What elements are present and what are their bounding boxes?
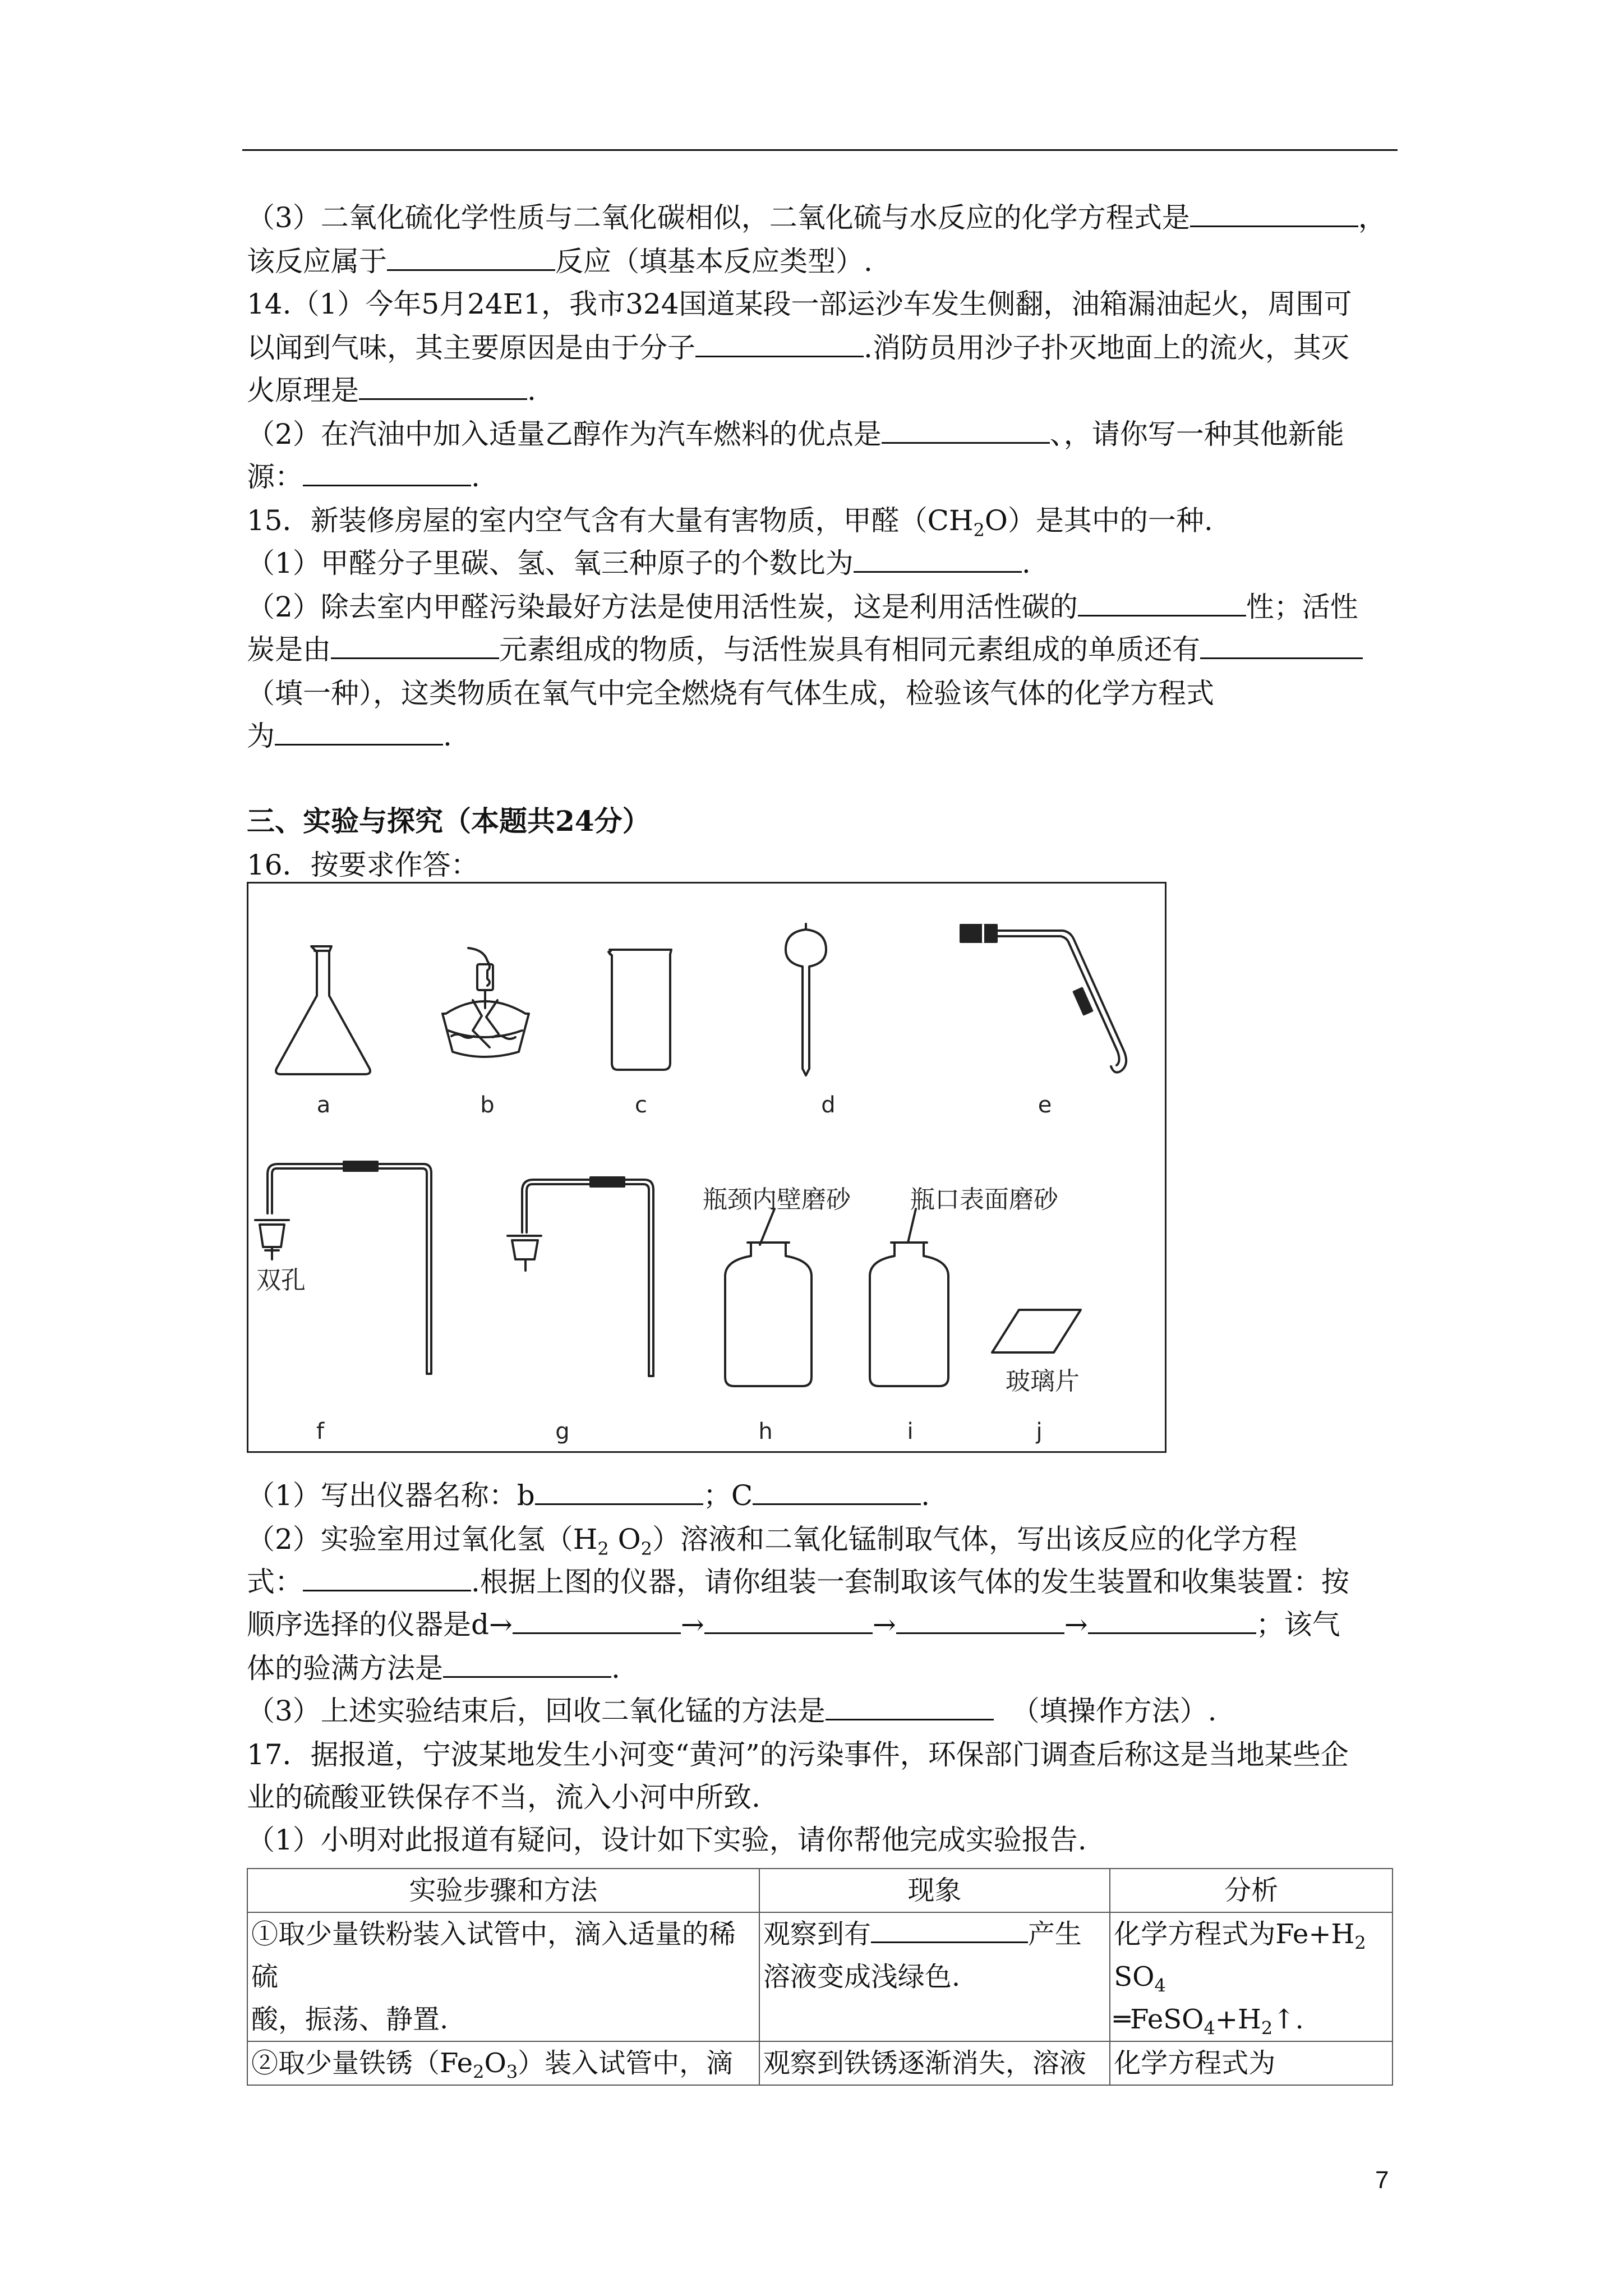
answer-blank[interactable] — [695, 331, 864, 357]
row2-steps: ②取少量铁锈$(Fe_2O_3)$装入试管中，滴 — [247, 2041, 759, 2085]
answer-blank[interactable] — [535, 1479, 703, 1505]
q16-part1: （1）写出仪器名称：b ；C . — [247, 1479, 930, 1512]
q14-line-5: 源： . — [247, 461, 480, 493]
answer-blank[interactable] — [1078, 590, 1246, 616]
answer-blank[interactable] — [443, 1651, 611, 1678]
label-e: e — [1038, 1092, 1052, 1118]
label-c: c — [635, 1092, 647, 1118]
q13-line-2: 该反应属于 反应（填基本反应类型）. — [247, 245, 873, 278]
label-a: a — [316, 1092, 331, 1118]
funnel-icon — [786, 924, 826, 1075]
answer-blank[interactable] — [882, 417, 1050, 444]
q16-part3: （3）上述实验结束后，回收二氧化锰的方法是 （填操作方法）. — [247, 1695, 1217, 1727]
row1-steps: ①取少量铁粉装入试管中，滴入适量的稀 硫 酸，振荡、静置. — [247, 1912, 759, 2041]
answer-blank[interactable] — [513, 1608, 681, 1634]
conical-flask-icon — [276, 946, 370, 1074]
glass-plate-icon — [992, 1310, 1081, 1352]
q13-line-1: （3）二氧化硫化学性质与二氧化碳相似，二氧化硫与水反应的化学方程式是 ， — [247, 201, 1386, 234]
answer-blank[interactable] — [871, 1917, 1028, 1943]
q16-part2-line2: 式： .根据上图的仪器，请你组装一套制取该气体的发生装置和收集装置：按 — [247, 1566, 1349, 1598]
q15-line-2: （1）甲醛分子里碳、氢、氧三种原子的个数比为 . — [247, 547, 1031, 579]
q14-line-4: （2）在汽油中加入适量乙醇作为汽车燃料的优点是 、，请你写一种其他新能 — [247, 418, 1344, 450]
single-hole-stopper-icon — [508, 1177, 653, 1376]
label-f: f — [316, 1419, 325, 1444]
answer-blank[interactable] — [387, 245, 555, 271]
header-phenomenon: 现象 — [759, 1869, 1110, 1912]
stopper-tube-icon — [961, 925, 1126, 1073]
answer-blank[interactable] — [1190, 201, 1358, 227]
table-row — [247, 1912, 1393, 2041]
annotation-double-hole: 双孔 — [256, 1266, 306, 1295]
answer-blank[interactable] — [826, 1694, 994, 1720]
q17-line-2: 业的硫酸亚铁保存不当，流入小河中所致. — [247, 1781, 760, 1814]
q15-line-4: 炭是由 元素组成的物质，与活性炭具有相同元素组成的单质还有 — [247, 633, 1363, 666]
row1-analysis: 化学方程式为$Fe+H_2$ $SO_4$ $═FeSO_4+H_2↑$. — [1110, 1912, 1393, 2041]
q15-line-1: 15．新装修房屋的室内空气含有大量有害物质，甲醛$(CH_2O)$是其中的一种. — [247, 504, 1213, 541]
row2-analysis: 化学方程式为 — [1110, 2041, 1393, 2085]
annotation-glass-plate: 玻璃片 — [1006, 1367, 1080, 1396]
q14-line-3: 火原理是 . — [247, 374, 536, 407]
experiment-report-table — [247, 1868, 1393, 2086]
answer-blank[interactable] — [1200, 633, 1363, 659]
q16-part2-line1: （2）实验室用过氧化氢（$H_2$ $O_2$）溶液和二氧化锰制取气体，写出该反应的化学方程 — [247, 1523, 1298, 1559]
row1-phenomenon: 观察到有 产生 溶液变成浅绿色. — [759, 1912, 1110, 2041]
answer-blank[interactable] — [275, 719, 443, 746]
answer-blank[interactable] — [753, 1479, 921, 1505]
annotation-neck-ground: 瓶颈内壁磨砂 — [703, 1185, 851, 1214]
answer-blank[interactable] — [303, 1565, 471, 1591]
q14-line-2: 以闻到气味，其主要原因是由于分子 .消防员用沙子扑灭地面上的流火，其灭 — [247, 332, 1349, 364]
section-title: 三、实验与探究（本题共24分） — [247, 804, 651, 838]
q17-line-1: 17．据报道，宁波某地发生小河变“黄河”的污染事件，环保部门调查后称这是当地某些企 — [247, 1738, 1349, 1771]
header-analysis: 分析 — [1110, 1869, 1393, 1912]
q14-line-1: 14.（1）今年5月24E1，我市324国道某段一部运沙车发生侧翻，油箱漏油起火，周围可 — [247, 288, 1352, 320]
q16-title: 16．按要求作答： — [247, 849, 479, 881]
table-header-row — [247, 1869, 1393, 1912]
page-number: 7 — [1375, 2166, 1389, 2194]
apparatus-drawing — [248, 884, 1168, 1455]
answer-blank[interactable] — [331, 633, 499, 659]
beaker-icon — [608, 950, 671, 1070]
q15-line-3: （2）除去室内甲醛污染最好方法是使用活性炭，这是利用活性碳的 性；活性 — [247, 591, 1358, 623]
annotation-mouth-ground: 瓶口表面磨砂 — [910, 1185, 1058, 1214]
table-row — [247, 2041, 1393, 2085]
gas-bottle-i-icon — [870, 1209, 948, 1386]
answer-blank[interactable] — [704, 1608, 873, 1634]
row2-phenomenon: 观察到铁锈逐渐消失，溶液 — [759, 2041, 1110, 2085]
answer-blank[interactable] — [303, 460, 471, 486]
gas-bottle-h-icon — [725, 1209, 811, 1386]
label-b: b — [480, 1092, 495, 1118]
q15-line-6: 为 . — [247, 720, 452, 752]
answer-blank[interactable] — [1088, 1608, 1256, 1634]
answer-blank[interactable] — [359, 374, 527, 400]
q16-part2-line3: 顺序选择的仪器是d→ → → → ；该气 — [247, 1608, 1340, 1641]
q15-line-5: （填一种），这类物质在氧气中完全燃烧有气体生成，检验该气体的化学方程式 — [247, 677, 1214, 710]
answer-blank[interactable] — [896, 1608, 1064, 1634]
label-h: h — [758, 1419, 773, 1444]
header-rule — [242, 149, 1398, 151]
answer-blank[interactable] — [854, 546, 1022, 573]
label-j: j — [1036, 1419, 1043, 1444]
q16-part2-line4: 体的验满方法是 . — [247, 1652, 620, 1685]
label-i: i — [907, 1419, 914, 1444]
apparatus-figure — [247, 882, 1166, 1453]
q17-line-3: （1）小明对此报道有疑问，设计如下实验，请你帮他完成实验报告. — [247, 1824, 1087, 1856]
lamp-stand-icon — [442, 948, 529, 1057]
label-g: g — [555, 1419, 570, 1444]
label-d: d — [821, 1092, 836, 1118]
header-steps: 实验步骤和方法 — [247, 1869, 759, 1912]
